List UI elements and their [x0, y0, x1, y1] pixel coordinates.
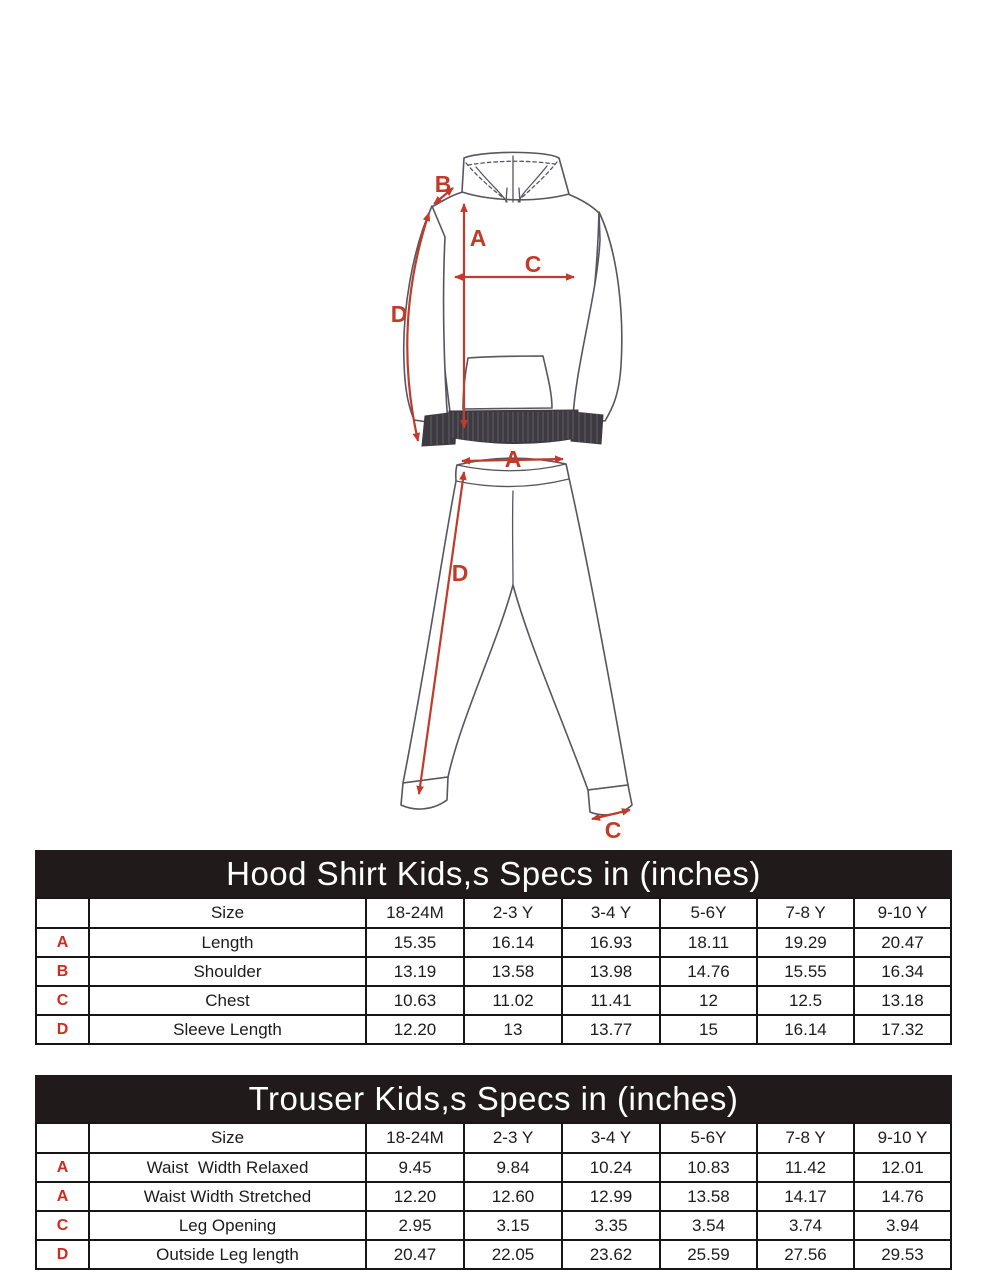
measure-value: 12.99	[562, 1182, 660, 1211]
size-col-header: 7-8 Y	[757, 1123, 854, 1153]
trouser-table-title: Trouser Kids,s Specs in (inches)	[35, 1075, 952, 1122]
hoodie-hood	[462, 152, 569, 199]
hoodie-label-d: D	[390, 301, 408, 327]
measure-value: 15	[660, 1015, 757, 1044]
measure-value: 3.54	[660, 1211, 757, 1240]
measure-value: 10.63	[366, 986, 464, 1015]
measure-value: 17.32	[854, 1015, 951, 1044]
table-row	[36, 928, 951, 957]
measure-label: Leg Opening	[89, 1211, 366, 1240]
size-header-cell: Size	[89, 898, 366, 928]
trouser-outline	[403, 458, 628, 790]
measure-value: 12.5	[757, 986, 854, 1015]
measure-value: 14.76	[854, 1182, 951, 1211]
trouser-left-cuff	[401, 777, 448, 809]
measure-value: 13.58	[464, 957, 562, 986]
hoodie-left-cuff	[422, 412, 457, 446]
measure-value: 13.77	[562, 1015, 660, 1044]
measure-value: 14.76	[660, 957, 757, 986]
row-letter: C	[36, 986, 89, 1015]
measure-label: Chest	[89, 986, 366, 1015]
size-col-header: 9-10 Y	[854, 1123, 951, 1153]
measure-value: 9.45	[366, 1153, 464, 1182]
measure-value: 11.02	[464, 986, 562, 1015]
measure-value: 13.98	[562, 957, 660, 986]
measure-value: 15.55	[757, 957, 854, 986]
measure-value: 10.24	[562, 1153, 660, 1182]
measure-value: 12	[660, 986, 757, 1015]
measure-value: 12.01	[854, 1153, 951, 1182]
measure-value: 29.53	[854, 1240, 951, 1269]
measure-value: 18.11	[660, 928, 757, 957]
measure-value: 20.47	[854, 928, 951, 957]
measure-value: 3.15	[464, 1211, 562, 1240]
hoodie-label-b: B	[434, 171, 452, 197]
measure-value: 25.59	[660, 1240, 757, 1269]
measure-label: Shoulder	[89, 957, 366, 986]
size-col-header: 3-4 Y	[562, 898, 660, 928]
hood-specs-table	[35, 850, 952, 1045]
measure-value: 15.35	[366, 928, 464, 957]
size-col-header: 18-24M	[366, 1123, 464, 1153]
row-letter: C	[36, 1211, 89, 1240]
measure-value: 20.47	[366, 1240, 464, 1269]
measure-value: 12.20	[366, 1182, 464, 1211]
row-letter: A	[36, 1153, 89, 1182]
measure-value: 22.05	[464, 1240, 562, 1269]
hood-table-grid	[35, 897, 952, 1045]
trouser-label-a: A	[504, 446, 522, 472]
hoodie-label-a: A	[469, 225, 487, 251]
table-row	[36, 957, 951, 986]
table-row	[36, 1153, 951, 1182]
table-row	[36, 1015, 951, 1044]
measure-value: 16.34	[854, 957, 951, 986]
measure-label: Sleeve Length	[89, 1015, 366, 1044]
measure-value: 13.58	[660, 1182, 757, 1211]
size-col-header: 2-3 Y	[464, 1123, 562, 1153]
measure-value: 2.95	[366, 1211, 464, 1240]
table-row	[36, 1211, 951, 1240]
row-letter: B	[36, 957, 89, 986]
row-letter: A	[36, 928, 89, 957]
size-col-header: 18-24M	[366, 898, 464, 928]
row-letter: A	[36, 1182, 89, 1211]
hood-header-row	[36, 898, 951, 928]
size-header-cell: Size	[89, 1123, 366, 1153]
table-row	[36, 1182, 951, 1211]
measure-value: 16.93	[562, 928, 660, 957]
measure-label: Outside Leg length	[89, 1240, 366, 1269]
size-col-header: 2-3 Y	[464, 898, 562, 928]
measure-label: Waist Width Relaxed	[89, 1153, 366, 1182]
measure-value: 13.19	[366, 957, 464, 986]
trouser-label-d: D	[451, 560, 469, 586]
measure-label: Length	[89, 928, 366, 957]
measure-value: 13.18	[854, 986, 951, 1015]
corner-cell	[36, 1123, 89, 1153]
trouser-specs-table	[35, 1075, 952, 1270]
trouser-label-c: C	[604, 817, 622, 843]
measure-value: 23.62	[562, 1240, 660, 1269]
measure-value: 3.74	[757, 1211, 854, 1240]
measure-value: 12.60	[464, 1182, 562, 1211]
measure-value: 3.94	[854, 1211, 951, 1240]
hood-table-title: Hood Shirt Kids,s Specs in (inches)	[35, 850, 952, 897]
trouser-header-row	[36, 1123, 951, 1153]
measure-value: 27.56	[757, 1240, 854, 1269]
measure-value: 16.14	[757, 1015, 854, 1044]
measure-value: 11.41	[562, 986, 660, 1015]
measure-value: 13	[464, 1015, 562, 1044]
size-col-header: 9-10 Y	[854, 898, 951, 928]
row-letter: D	[36, 1240, 89, 1269]
hoodie-label-c: C	[524, 251, 542, 277]
trouser-table-grid	[35, 1122, 952, 1270]
size-col-header: 7-8 Y	[757, 898, 854, 928]
measure-value: 16.14	[464, 928, 562, 957]
table-row	[36, 1240, 951, 1269]
hoodie-kangaroo-pocket	[463, 356, 552, 409]
measure-value: 12.20	[366, 1015, 464, 1044]
size-col-header: 3-4 Y	[562, 1123, 660, 1153]
row-letter: D	[36, 1015, 89, 1044]
measure-value: 10.83	[660, 1153, 757, 1182]
hoodie-right-cuff	[571, 412, 603, 444]
corner-cell	[36, 898, 89, 928]
measure-label: Waist Width Stretched	[89, 1182, 366, 1211]
size-col-header: 5-6Y	[660, 898, 757, 928]
measure-value: 11.42	[757, 1153, 854, 1182]
table-row	[36, 986, 951, 1015]
measure-value: 14.17	[757, 1182, 854, 1211]
measure-value: 3.35	[562, 1211, 660, 1240]
measure-value: 9.84	[464, 1153, 562, 1182]
measure-value: 19.29	[757, 928, 854, 957]
size-col-header: 5-6Y	[660, 1123, 757, 1153]
